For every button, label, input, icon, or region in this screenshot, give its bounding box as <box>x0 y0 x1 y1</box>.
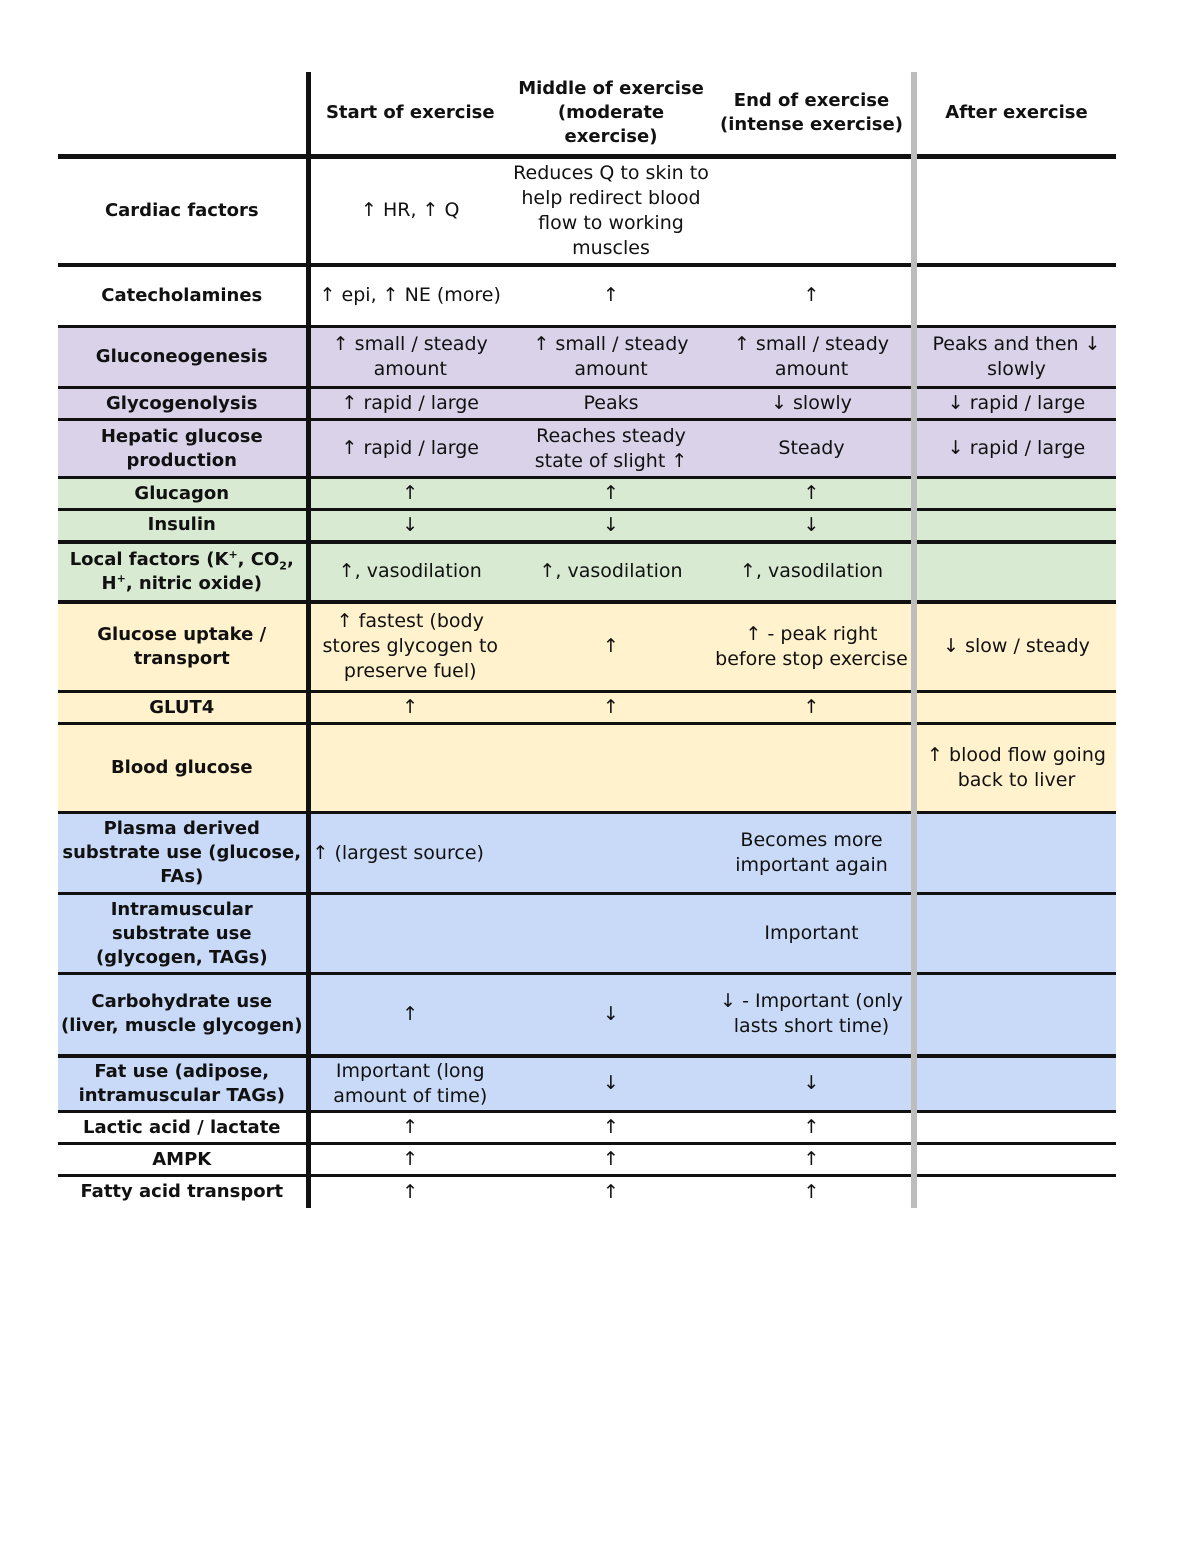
cell-middle: Reaches steady state of slight ↑ <box>534 424 688 472</box>
cell-middle: ↓ <box>603 1002 619 1025</box>
cell-after <box>914 1056 1116 1112</box>
row-cardiac-factors <box>58 157 1116 265</box>
cell-start: ↑, vasodilation <box>338 560 482 582</box>
header-start: Start of exercise <box>308 72 510 157</box>
row-gluconeogenesis <box>58 327 1116 388</box>
cell-middle: ↓ <box>603 1072 619 1095</box>
cell-middle: ↑ <box>603 284 619 307</box>
row-local-factors <box>58 542 1116 602</box>
cell-middle: ↑, vasodilation <box>539 560 683 582</box>
row-label: Lactic acid / lactate <box>58 1112 308 1144</box>
cell-end: ↑ <box>712 265 914 327</box>
label-part: Local factors (K <box>69 548 229 570</box>
row-label: GLUT4 <box>58 692 308 724</box>
row-intramuscular-substrate-use <box>58 894 1116 974</box>
cell-start: ↓ <box>402 513 419 536</box>
header-row <box>58 72 1116 157</box>
cell-middle: ↑ <box>603 482 619 504</box>
cell-end: ↑ - peak right before stop exercise <box>712 602 914 692</box>
row-glycogenolysis <box>58 388 1116 420</box>
cell-middle: ↑ <box>603 635 619 658</box>
cell-start: ↑ <box>402 1116 419 1138</box>
cell-start <box>308 894 510 974</box>
row-label: Blood glucose <box>58 724 308 813</box>
cell-after <box>914 157 1116 265</box>
cell-middle <box>510 894 712 974</box>
row-label: AMPK <box>58 1144 308 1176</box>
cell-start: ↑ rapid / large <box>341 392 479 414</box>
cell-start: ↑ <box>402 1148 419 1170</box>
cell-after <box>914 894 1116 974</box>
cell-end: ↑ small / steady amount <box>712 327 914 388</box>
cell-after <box>914 1112 1116 1144</box>
cell-end: ↓ <box>712 510 914 542</box>
cell-start: ↑ <box>402 482 419 504</box>
row-fat-use <box>58 1056 1116 1112</box>
label-part: , <box>286 548 294 570</box>
label-part: , nitric oxide) <box>125 572 262 594</box>
cell-middle: ↓ <box>603 513 619 536</box>
cell-after <box>914 265 1116 327</box>
header-after: After exercise <box>914 72 1116 157</box>
label-subscript: 2 <box>279 559 287 573</box>
header-end: End of exercise (intense exercise) <box>712 72 914 157</box>
label-part: H <box>101 572 117 594</box>
cell-middle: ↑ small / steady amount <box>533 333 689 380</box>
cell-after <box>914 1176 1116 1208</box>
cell-end: ↑ <box>712 1112 914 1144</box>
cell-end: Becomes more important again <box>712 813 914 894</box>
cell-start: ↑ rapid / large <box>341 437 479 459</box>
row-label: Plasma derived substrate use (glucose, FAs) <box>58 813 308 894</box>
header-corner <box>58 72 308 157</box>
row-catecholamines <box>58 265 1116 327</box>
cell-end <box>712 724 914 813</box>
row-glucagon <box>58 478 1116 510</box>
cell-middle <box>510 813 712 894</box>
row-label <box>58 542 308 602</box>
row-label: Glycogenolysis <box>58 388 308 420</box>
cell-end: ↓ <box>712 1056 914 1112</box>
cell-start: ↑ <box>402 696 419 718</box>
row-label: Fat use (adipose, intramuscular TAGs) <box>58 1056 308 1112</box>
cell-after: ↓ slow / steady <box>943 635 1090 658</box>
row-ampk <box>58 1144 1116 1176</box>
cell-after <box>914 692 1116 724</box>
cell-end <box>712 157 914 265</box>
cell-after <box>914 542 1116 602</box>
exercise-metabolism-table <box>58 72 1116 1208</box>
row-label: Gluconeogenesis <box>58 327 308 388</box>
row-label: Intramuscular substrate use (glycogen, TAGs) <box>58 894 308 974</box>
header-middle: Middle of exercise (moderate exercise) <box>510 72 712 157</box>
cell-middle: Reduces Q to skin to help redirect blood flow to working muscles <box>513 161 709 259</box>
cell-end: ↓ - Important (only lasts short time) <box>712 974 914 1056</box>
cell-middle <box>510 724 712 813</box>
row-hepatic-glucose-production <box>58 420 1116 478</box>
label-superscript: + <box>116 571 126 585</box>
label-part: , CO <box>237 548 280 570</box>
cell-end: ↑ <box>712 1144 914 1176</box>
cell-end: ↑ <box>712 1176 914 1208</box>
row-glucose-uptake <box>58 602 1116 692</box>
cell-end: ↓ slowly <box>712 388 914 420</box>
cell-start: ↑ <box>402 1002 419 1025</box>
row-plasma-substrate-use <box>58 813 1116 894</box>
row-label: Catecholamines <box>58 265 308 327</box>
cell-after: ↓ rapid / large <box>947 392 1086 414</box>
cell-after <box>914 813 1116 894</box>
cell-start: ↑ fastest (body stores glycogen to preserve fuel) <box>322 610 499 683</box>
row-carbohydrate-use <box>58 974 1116 1056</box>
cell-start: Important (long amount of time) <box>333 1059 488 1107</box>
row-label: Cardiac factors <box>58 157 308 265</box>
row-label: Fatty acid transport <box>58 1176 308 1208</box>
cell-after: ↑ blood flow going back to liver <box>927 744 1106 791</box>
cell-after: ↓ rapid / large <box>947 437 1086 459</box>
cell-after <box>914 974 1116 1056</box>
row-label: Insulin <box>58 510 308 542</box>
row-label: Carbohydrate use (liver, muscle glycogen) <box>58 974 308 1056</box>
cell-middle: ↑ <box>603 1148 619 1170</box>
cell-after <box>914 1144 1116 1176</box>
cell-after: Peaks and then ↓ slowly <box>932 333 1101 380</box>
cell-start: ↑ (largest source) <box>312 841 484 864</box>
cell-end: ↑, vasodilation <box>712 542 914 602</box>
cell-start <box>308 724 510 813</box>
row-fatty-acid-transport <box>58 1176 1116 1208</box>
cell-start: ↑ <box>402 1180 419 1203</box>
cell-start: ↑ epi, ↑ NE (more) <box>319 284 501 307</box>
row-label: Hepatic glucose production <box>58 420 308 478</box>
cell-after <box>914 510 1116 542</box>
cell-start: ↑ HR, ↑ Q <box>361 199 460 222</box>
cell-middle: ↑ <box>603 1180 619 1203</box>
cell-end: Steady <box>712 420 914 478</box>
row-label: Glucagon <box>58 478 308 510</box>
row-lactic-acid <box>58 1112 1116 1144</box>
cell-end: ↑ <box>712 478 914 510</box>
cell-middle: Peaks <box>583 392 639 414</box>
cell-middle: ↑ <box>603 696 619 718</box>
row-label: Glucose uptake / transport <box>58 602 308 692</box>
cell-end: ↑ <box>712 692 914 724</box>
label-superscript: + <box>228 547 238 561</box>
row-blood-glucose <box>58 724 1116 813</box>
cell-middle: ↑ <box>603 1116 619 1138</box>
row-glut4 <box>58 692 1116 724</box>
cell-start: ↑ small / steady amount <box>332 333 488 380</box>
cell-after <box>914 478 1116 510</box>
cell-end: Important <box>712 894 914 974</box>
row-insulin <box>58 510 1116 542</box>
